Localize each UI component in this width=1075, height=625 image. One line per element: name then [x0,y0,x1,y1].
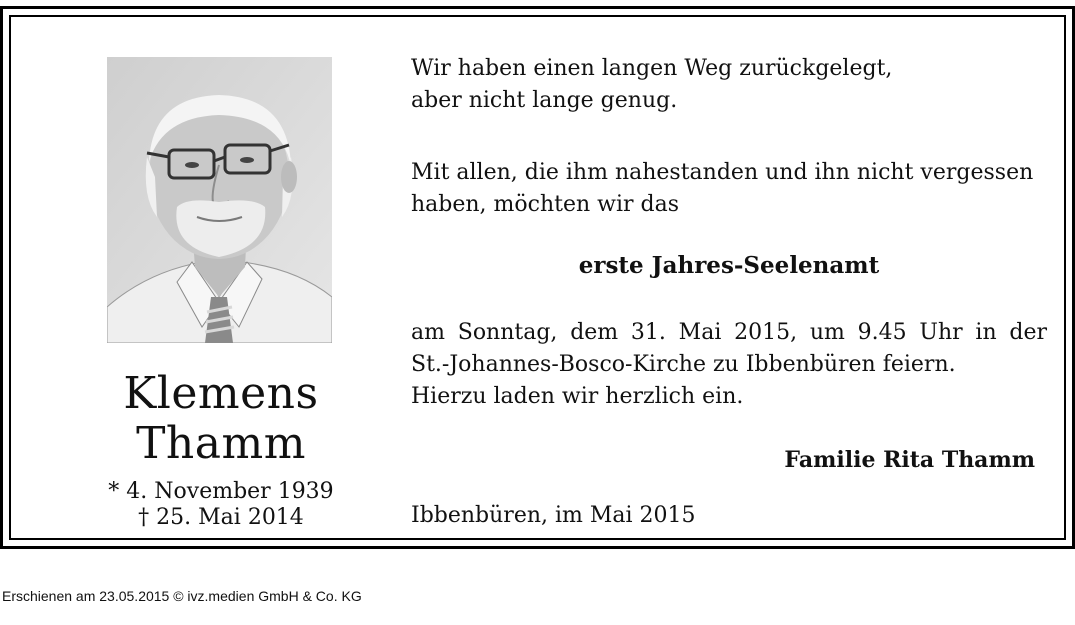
intro-line-2: aber nicht lange genug. [411,88,678,113]
deceased-last-name: Thamm [136,418,306,469]
place-and-date: Ibbenbüren, im Mai 2015 [411,503,696,528]
publication-credit: Erschienen am 23.05.2015 © ivz.medien GmbH & Co. KG [2,588,362,604]
deceased-info [71,369,371,531]
invite-line-2: haben, möchten wir das [411,192,680,217]
portrait-photo [107,57,332,343]
invite-line-1: Mit allen, die ihm nahestanden und ihn nicht vergessen [411,160,1034,185]
invite-paragraph [411,157,1047,221]
notice-inner-frame [9,15,1066,540]
details-line-1: am Sonntag, dem 31. Mai 2015, um 9.45 Uhr in der [411,320,1047,345]
details-line-2: St.-Johannes-Bosco-Kirche zu Ibbenbüren feiern. [411,352,956,377]
death-date: † 25. Mai 2014 [138,505,304,530]
family-signature: Familie Rita Thamm [784,447,1035,473]
details-paragraph [411,317,1047,413]
mass-title: erste Jahres-Seelenamt [578,252,880,279]
life-dates [71,479,371,531]
intro-paragraph [411,53,1047,117]
obituary-notice [0,6,1075,549]
details-line-3: Hierzu laden wir herzlich ein. [411,384,744,409]
birth-date: * 4. November 1939 [108,479,334,504]
intro-line-1: Wir haben einen langen Weg zurückgelegt, [411,56,893,81]
portrait-illustration [107,57,332,343]
deceased-first-name: Klemens [123,368,319,419]
